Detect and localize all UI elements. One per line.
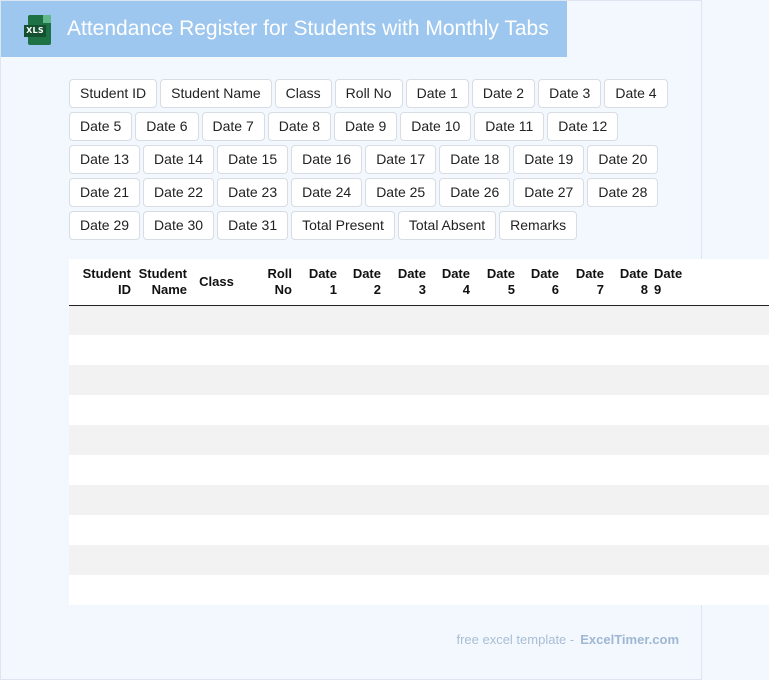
- table-cell[interactable]: [69, 305, 137, 335]
- table-cell[interactable]: [69, 395, 137, 425]
- table-cell[interactable]: [240, 335, 298, 365]
- column-chip[interactable]: Date 12: [547, 112, 618, 141]
- column-chip[interactable]: Date 19: [513, 145, 584, 174]
- table-cell[interactable]: [610, 515, 654, 545]
- table-cell[interactable]: [298, 545, 343, 575]
- table-cell[interactable]: [610, 365, 654, 395]
- table-cell[interactable]: [565, 485, 610, 515]
- table-header-cell: [476, 259, 521, 305]
- column-chip[interactable]: Date 11: [474, 112, 544, 141]
- table-cell[interactable]: [137, 335, 193, 365]
- table-cell[interactable]: [193, 395, 240, 425]
- table-cell[interactable]: [654, 485, 769, 515]
- table-cell[interactable]: [137, 515, 193, 545]
- table-header-cell: [565, 259, 610, 305]
- table-header-cell: [137, 259, 193, 305]
- table-cell[interactable]: [387, 305, 432, 335]
- table-cell[interactable]: [432, 455, 476, 485]
- table-cell[interactable]: [69, 365, 137, 395]
- attendance-table: [69, 259, 769, 605]
- table-cell[interactable]: [193, 485, 240, 515]
- column-chip[interactable]: Roll No: [335, 79, 403, 108]
- table-cell[interactable]: [343, 425, 387, 455]
- table-cell[interactable]: [521, 335, 565, 365]
- column-chip[interactable]: Date 30: [143, 211, 214, 240]
- table-header-cell: [387, 259, 432, 305]
- table-cell[interactable]: [610, 305, 654, 335]
- column-chip[interactable]: Date 16: [291, 145, 362, 174]
- table-cell[interactable]: [298, 395, 343, 425]
- table-cell[interactable]: [298, 365, 343, 395]
- table-cell[interactable]: [193, 515, 240, 545]
- table-cell[interactable]: [432, 545, 476, 575]
- column-chip[interactable]: Date 31: [217, 211, 288, 240]
- table-row: [69, 545, 769, 575]
- column-chip[interactable]: Date 6: [135, 112, 198, 141]
- table-cell[interactable]: [565, 545, 610, 575]
- footer-text: free excel template -: [456, 632, 575, 647]
- table-cell[interactable]: [69, 425, 137, 455]
- table-cell[interactable]: [137, 395, 193, 425]
- table-cell[interactable]: [521, 575, 565, 605]
- column-chip[interactable]: Date 21: [69, 178, 140, 207]
- column-chip[interactable]: Date 5: [69, 112, 132, 141]
- table-row: [69, 515, 769, 545]
- table-cell[interactable]: [476, 545, 521, 575]
- table-header-text: Date: [575, 265, 604, 281]
- table-row: [69, 305, 769, 335]
- table-cell[interactable]: [476, 395, 521, 425]
- column-chip[interactable]: Date 29: [69, 211, 140, 240]
- table-cell[interactable]: [476, 575, 521, 605]
- table-cell[interactable]: [137, 305, 193, 335]
- column-chip[interactable]: Total Present: [291, 211, 395, 240]
- table-cell[interactable]: [343, 365, 387, 395]
- table-cell[interactable]: [69, 455, 137, 485]
- table-cell[interactable]: [343, 515, 387, 545]
- table-cell[interactable]: [387, 455, 432, 485]
- table-cell[interactable]: [654, 575, 769, 605]
- table-row: [69, 575, 769, 605]
- table-cell[interactable]: [654, 545, 769, 575]
- xls-icon-label: XLS: [24, 25, 46, 37]
- table-header-text: Date: [486, 265, 515, 281]
- table-header-text: Date: [654, 265, 683, 281]
- table-header-cell: [343, 259, 387, 305]
- app-header: [1, 1, 567, 57]
- table-cell[interactable]: [654, 365, 769, 395]
- column-chip[interactable]: Date 2: [472, 79, 535, 108]
- table-cell[interactable]: [432, 305, 476, 335]
- table-cell[interactable]: [387, 365, 432, 395]
- table-cell[interactable]: [654, 335, 769, 365]
- column-chip[interactable]: Date 18: [439, 145, 510, 174]
- table-header-text: Date: [397, 265, 426, 281]
- table-cell[interactable]: [240, 575, 298, 605]
- table-cell[interactable]: [69, 545, 137, 575]
- table-header-text: Name: [151, 281, 187, 297]
- table-cell[interactable]: [610, 545, 654, 575]
- table-cell[interactable]: [654, 455, 769, 485]
- table-cell[interactable]: [476, 515, 521, 545]
- table-cell[interactable]: [240, 365, 298, 395]
- column-chip[interactable]: Date 27: [513, 178, 584, 207]
- column-chip[interactable]: Student ID: [69, 79, 157, 108]
- table-cell[interactable]: [476, 365, 521, 395]
- xls-file-icon: [24, 15, 51, 45]
- table-cell[interactable]: [654, 395, 769, 425]
- table-cell[interactable]: [521, 395, 565, 425]
- table-header-text: Date: [619, 265, 648, 281]
- table-cell[interactable]: [387, 485, 432, 515]
- table-cell[interactable]: [610, 485, 654, 515]
- table-header-text: 4: [462, 281, 470, 297]
- table-cell[interactable]: [298, 485, 343, 515]
- column-chip[interactable]: Date 26: [439, 178, 510, 207]
- table-header-cell: [298, 259, 343, 305]
- table-row: [69, 365, 769, 395]
- column-chip[interactable]: Date 25: [365, 178, 436, 207]
- table-cell[interactable]: [193, 545, 240, 575]
- table-cell[interactable]: [654, 305, 769, 335]
- column-chip[interactable]: Class: [275, 79, 332, 108]
- table-cell[interactable]: [69, 575, 137, 605]
- table-cell[interactable]: [654, 425, 769, 455]
- table-cell[interactable]: [298, 575, 343, 605]
- table-cell[interactable]: [387, 335, 432, 365]
- table-header-text: 6: [551, 281, 559, 297]
- table-row: [69, 485, 769, 515]
- column-chip[interactable]: Date 14: [143, 145, 214, 174]
- table-header-text: Class: [199, 273, 234, 289]
- table-cell[interactable]: [343, 545, 387, 575]
- table-cell[interactable]: [565, 395, 610, 425]
- table-cell[interactable]: [343, 455, 387, 485]
- column-chip[interactable]: Date 15: [217, 145, 288, 174]
- table-cell[interactable]: [565, 575, 610, 605]
- table-cell[interactable]: [298, 335, 343, 365]
- table-header-text: 9: [654, 281, 662, 297]
- table-header-cell: [69, 259, 137, 305]
- table-header-text: 8: [640, 281, 648, 297]
- table-cell[interactable]: [521, 485, 565, 515]
- table-header-row: [69, 259, 769, 305]
- table-cell[interactable]: [298, 455, 343, 485]
- table-cell[interactable]: [69, 335, 137, 365]
- table-row: [69, 425, 769, 455]
- table-cell[interactable]: [521, 305, 565, 335]
- table-cell[interactable]: [240, 485, 298, 515]
- table-cell[interactable]: [387, 425, 432, 455]
- column-chip[interactable]: Date 13: [69, 145, 140, 174]
- table-cell[interactable]: [137, 365, 193, 395]
- table-cell[interactable]: [432, 365, 476, 395]
- table-cell[interactable]: [610, 395, 654, 425]
- table-cell[interactable]: [521, 545, 565, 575]
- table-row: [69, 335, 769, 365]
- table-cell[interactable]: [521, 425, 565, 455]
- column-chip[interactable]: Date 28: [587, 178, 658, 207]
- table-cell[interactable]: [387, 575, 432, 605]
- table-cell[interactable]: [69, 515, 137, 545]
- table-cell[interactable]: [240, 425, 298, 455]
- column-chip[interactable]: Date 4: [604, 79, 667, 108]
- table-cell[interactable]: [521, 515, 565, 545]
- table-cell[interactable]: [387, 545, 432, 575]
- table-header-cell: [432, 259, 476, 305]
- table-header-text: Student: [138, 265, 187, 281]
- column-chip[interactable]: Date 20: [587, 145, 658, 174]
- table-cell[interactable]: [298, 305, 343, 335]
- table-header-cell: [654, 259, 769, 305]
- table-header-text: 7: [596, 281, 604, 297]
- table-cell[interactable]: [137, 455, 193, 485]
- table-cell[interactable]: [240, 455, 298, 485]
- table-cell[interactable]: [432, 395, 476, 425]
- column-chip[interactable]: Date 8: [268, 112, 331, 141]
- table-cell[interactable]: [240, 305, 298, 335]
- table-cell[interactable]: [565, 335, 610, 365]
- column-chip[interactable]: Remarks: [499, 211, 577, 240]
- table-cell[interactable]: [343, 575, 387, 605]
- table-cell[interactable]: [193, 425, 240, 455]
- table-cell[interactable]: [476, 335, 521, 365]
- column-chip[interactable]: Date 23: [217, 178, 288, 207]
- table-cell[interactable]: [432, 515, 476, 545]
- table-header-text: 1: [329, 281, 337, 297]
- table-cell[interactable]: [193, 365, 240, 395]
- table-header-cell: [521, 259, 565, 305]
- table-cell[interactable]: [343, 305, 387, 335]
- table-header-cell: [240, 259, 298, 305]
- table-header-cell: [193, 259, 240, 305]
- column-chip[interactable]: Date 7: [202, 112, 265, 141]
- column-chip[interactable]: Date 17: [365, 145, 436, 174]
- table-cell[interactable]: [432, 575, 476, 605]
- table-cell[interactable]: [432, 485, 476, 515]
- table-row: [69, 395, 769, 425]
- table-cell[interactable]: [565, 455, 610, 485]
- table-cell[interactable]: [432, 425, 476, 455]
- table-cell[interactable]: [432, 335, 476, 365]
- table-cell[interactable]: [137, 545, 193, 575]
- table-cell[interactable]: [565, 425, 610, 455]
- table-cell[interactable]: [137, 485, 193, 515]
- table-header-text: Date: [530, 265, 559, 281]
- table-cell[interactable]: [343, 485, 387, 515]
- table-cell[interactable]: [69, 485, 137, 515]
- table-cell[interactable]: [240, 545, 298, 575]
- table-row: [69, 455, 769, 485]
- table-cell[interactable]: [476, 455, 521, 485]
- table-cell[interactable]: [610, 335, 654, 365]
- table-header-text: 5: [507, 281, 515, 297]
- table-header-text: Date: [308, 265, 337, 281]
- table-cell[interactable]: [137, 575, 193, 605]
- column-chip-list: [69, 79, 689, 240]
- table-cell[interactable]: [565, 305, 610, 335]
- table-cell[interactable]: [521, 365, 565, 395]
- table-header-text: Date: [352, 265, 381, 281]
- table-cell[interactable]: [343, 395, 387, 425]
- table-cell[interactable]: [476, 425, 521, 455]
- column-chip[interactable]: Student Name: [160, 79, 272, 108]
- table-cell[interactable]: [610, 425, 654, 455]
- table-cell[interactable]: [343, 335, 387, 365]
- table-cell[interactable]: [137, 425, 193, 455]
- table-header-text: ID: [118, 281, 131, 297]
- column-chip[interactable]: Date 24: [291, 178, 362, 207]
- footer-brand-link[interactable]: ExcelTimer.com: [580, 632, 679, 647]
- table-cell[interactable]: [193, 575, 240, 605]
- table-cell[interactable]: [387, 395, 432, 425]
- table-cell[interactable]: [654, 515, 769, 545]
- table-header-text: Student: [82, 265, 131, 281]
- table-cell[interactable]: [565, 365, 610, 395]
- table-header-text: 3: [418, 281, 426, 297]
- attendance-table-container[interactable]: [69, 259, 683, 607]
- table-cell[interactable]: [298, 425, 343, 455]
- column-chip[interactable]: Date 1: [406, 79, 469, 108]
- table-cell[interactable]: [193, 305, 240, 335]
- table-cell[interactable]: [476, 305, 521, 335]
- table-cell[interactable]: [193, 335, 240, 365]
- table-header-cell: [610, 259, 654, 305]
- table-cell[interactable]: [565, 515, 610, 545]
- page-title: Attendance Register for Students with Monthly Tabs: [67, 17, 549, 40]
- table-cell[interactable]: [610, 575, 654, 605]
- table-header-text: Roll: [267, 265, 292, 281]
- column-chip[interactable]: Date 22: [143, 178, 214, 207]
- table-cell[interactable]: [193, 455, 240, 485]
- table-cell[interactable]: [521, 455, 565, 485]
- table-cell[interactable]: [476, 485, 521, 515]
- column-chip[interactable]: Date 3: [538, 79, 601, 108]
- table-cell[interactable]: [298, 515, 343, 545]
- table-cell[interactable]: [387, 515, 432, 545]
- table-header-text: Date: [441, 265, 470, 281]
- column-chip[interactable]: Date 9: [334, 112, 397, 141]
- table-header-text: No: [274, 281, 292, 297]
- column-chip[interactable]: Total Absent: [398, 211, 496, 240]
- table-header-text: 2: [373, 281, 381, 297]
- column-chip[interactable]: Date 10: [400, 112, 471, 141]
- table-cell[interactable]: [240, 515, 298, 545]
- table-cell[interactable]: [240, 395, 298, 425]
- footer-credit: [456, 632, 679, 647]
- table-cell[interactable]: [610, 455, 654, 485]
